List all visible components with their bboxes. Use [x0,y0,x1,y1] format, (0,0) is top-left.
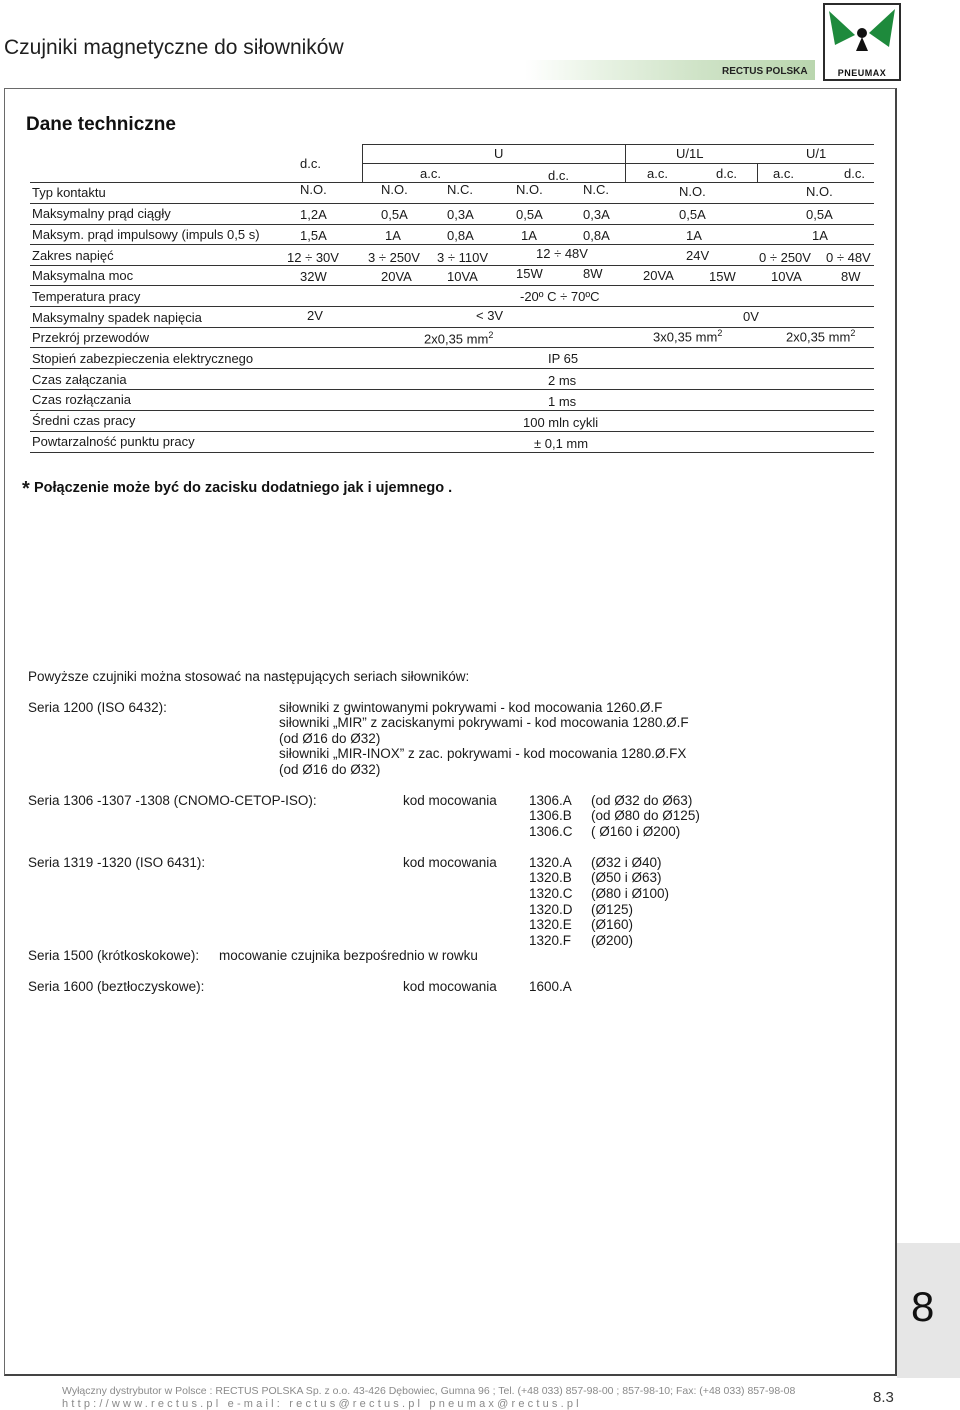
series-desc: (Ø160) [591,917,634,932]
table-rule [30,203,874,204]
cell-text: 2x0,35 mm [424,331,489,347]
chapter-number: 8 [911,1283,935,1330]
note-text: Połączenie może być do zacisku dodatniego jak i ujemnego . [34,480,453,496]
cell-text: 2x0,35 mm [786,329,851,345]
table-cell: 10VA [771,269,802,284]
row-label: Powtarzalność punktu pracy [32,434,195,449]
table-rule [362,144,874,145]
series-desc: ( Ø160 i Ø200) [591,824,681,839]
table-cell: 0 ÷ 250V [759,250,811,265]
table-rule [30,327,874,328]
row-label: Czas załączania [32,372,127,387]
table-cell: 0V [743,309,759,324]
table-divider [757,163,758,182]
table-cell [424,330,493,346]
col-u-dc: d.c. [548,168,569,183]
col-u1l-dc: d.c. [716,166,737,181]
row-label: Maksymalna moc [32,268,134,283]
series-code: 1306.C [529,824,573,839]
note-asterisk: * [22,478,30,500]
table-cell [653,328,722,344]
col-u1-dc: d.c. [844,166,865,181]
table-rule [362,163,874,164]
series-1600-kod: kod mocowania [403,979,497,994]
table-rule [30,244,874,245]
col-u-ac: a.c. [420,166,441,181]
table-cell: 3 ÷ 110V [437,250,488,265]
series-1500-name: Seria 1500 (krótkoskokowe): [28,948,200,963]
row-label: Typ kontaktu [32,185,106,200]
table-cell: 1A [812,228,828,243]
table-cell: 10VA [447,269,478,284]
table-cell: < 3V [476,308,504,323]
table-cell: 0,5A [679,207,706,222]
table-cell: N.O. [806,184,833,199]
footer-distributor: Wyłączny dystrybutor w Polsce : RECTUS POLSKA Sp. z o.o. 43-426 Dębowiec, Gumna 96 ; Tel. (+48 033) 857-98-00 ; 857-98-10; Fax: (+48 033) 857-98-08 [62,1385,796,1397]
section-title: Dane techniczne [26,114,176,135]
series-desc: (od Ø32 do Ø63) [591,793,693,808]
table-cell [786,328,855,344]
series-1600-name: Seria 1600 (beztłoczyskowe): [28,979,205,994]
cell-text: 3x0,35 mm [653,329,718,345]
table-cell: N.O. [381,182,408,197]
series-desc: (Ø32 i Ø40) [591,855,662,870]
table-rule [30,306,874,307]
table-cell: 8W [583,266,603,281]
cell-sup: 2 [850,328,856,338]
table-cell: N.C. [583,182,609,197]
table-cell: 1 ms [548,394,577,409]
table-rule [30,389,874,390]
series-code: 1306.A [529,793,572,808]
series-code: 1320.D [529,902,573,917]
cell-sup: 2 [488,330,494,340]
row-label: Przekrój przewodów [32,330,150,345]
series-1200-line: siłowniki z gwintowanymi pokrywami - kod mocowania 1260.Ø.F [279,700,663,715]
pneumax-logo-icon [825,5,899,65]
table-rule [30,224,874,225]
row-label: Maksym. prąd impulsowy (impuls 0,5 s) [32,227,260,242]
table-rule [30,410,874,411]
row-label: Maksymalny prąd ciągły [32,206,171,221]
page-number: 8.3 [873,1389,894,1406]
table-cell: 0,5A [516,207,543,222]
logo-text: PNEUMAX [837,68,887,78]
series-1200-name: Seria 1200 (ISO 6432): [28,700,167,715]
table-rule [30,368,874,369]
table-cell: 100 mln cykli [523,415,599,430]
series-desc: (Ø80 i Ø100) [591,886,670,901]
table-cell: 1,2A [300,207,327,222]
row-label: Zakres napięć [32,248,114,263]
table-rule [30,347,874,348]
table-cell: 12 ÷ 48V [536,246,588,261]
series-code: 1600.A [529,979,572,994]
table-cell: 1A [521,228,537,243]
table-rule [30,431,874,432]
series-desc: (Ø125) [591,902,634,917]
table-cell: 12 ÷ 30V [287,250,339,265]
table-cell: 0,5A [381,207,408,222]
table-divider [362,144,363,182]
table-divider [625,144,626,182]
series-code: 1320.E [529,917,572,932]
col-group-u1l: U/1L [676,146,704,161]
table-cell: IP 65 [548,351,579,366]
table-cell: 8W [841,269,861,284]
series-1500-text: mocowanie czujnika bezpośrednio w rowku [219,948,478,963]
col-group-u: U [494,146,504,161]
row-label: Czas rozłączania [32,392,131,407]
series-1200-line: (od Ø16 do Ø32) [279,731,381,746]
table-cell: 0,5A [806,207,833,222]
table-cell: 1A [686,228,702,243]
table-cell: 3 ÷ 250V [368,250,420,265]
series-code: 1320.F [529,933,572,948]
row-label: Średni czas pracy [32,413,136,428]
series-code: 1306.B [529,808,572,823]
series-1200-line: (od Ø16 do Ø32) [279,762,381,777]
table-cell: 1,5A [300,228,327,243]
table-cell: N.O. [679,184,706,199]
series-1319-name: Seria 1319 -1320 (ISO 6431): [28,855,206,870]
table-cell: 15W [709,269,736,284]
series-desc: (od Ø80 do Ø125) [591,808,700,823]
table-rule [30,265,874,266]
table-rule [30,285,874,286]
table-cell: N.C. [447,182,473,197]
pneumax-logo [823,3,901,81]
series-1306-kod: kod mocowania [403,793,497,808]
series-1306-name: Seria 1306 -1307 -1308 (CNOMO-CETOP-ISO): [28,793,317,808]
table-cell: 0 ÷ 48V [826,250,871,265]
table-cell: 20VA [643,268,674,283]
table-cell: 2V [307,308,323,323]
table-cell: 24V [686,248,710,263]
series-1200-line: siłowniki „MIR-INOX” z zac. pokrywami - kod mocowania 1280.Ø.FX [279,746,687,761]
table-cell: 20VA [381,269,412,284]
col-group-u1: U/1 [806,146,827,161]
table-cell: 0,3A [583,207,610,222]
table-cell: ± 0,1 mm [534,436,589,451]
row-label: Maksymalny spadek napięcia [32,310,202,325]
table-rule [30,452,874,453]
series-intro: Powyższe czujniki można stosować na następujących seriach siłowników: [28,669,470,684]
table-cell: 0,8A [583,228,610,243]
series-code: 1320.A [529,855,572,870]
series-desc: (Ø50 i Ø63) [591,870,662,885]
row-label: Temperatura pracy [32,289,141,304]
table-cell: 0,8A [447,228,474,243]
series-desc: (Ø200) [591,933,634,948]
col-u1-ac: a.c. [773,166,794,181]
table-cell: 32W [300,269,327,284]
page-header-title: Czujniki magnetyczne do siłowników [4,36,344,59]
chapter-tab [897,1243,960,1378]
distributor-label: RECTUS POLSKA [722,66,808,77]
table-cell: 1A [385,228,401,243]
col-u1l-ac: a.c. [647,166,668,181]
cell-sup: 2 [717,328,723,338]
table-cell: N.O. [300,182,327,197]
series-code: 1320.B [529,870,572,885]
col-group-dc: d.c. [300,156,321,171]
row-label: Stopień zabezpieczenia elektrycznego [32,351,254,366]
series-1200-line: siłowniki „MIR” z zaciskanymi pokrywami - kod mocowania 1280.Ø.F [279,715,689,730]
table-cell: 0,3A [447,207,474,222]
table-cell: N.O. [516,182,543,197]
table-cell: 2 ms [548,373,577,388]
footer-links: http://www.rectus.pl e-mail: rectus@rectus.pl pneumax@rectus.pl [62,1398,582,1410]
table-cell: 15W [516,266,543,281]
table-cell: -20º C ÷ 70ºC [520,289,600,304]
series-1319-kod: kod mocowania [403,855,497,870]
series-code: 1320.C [529,886,573,901]
